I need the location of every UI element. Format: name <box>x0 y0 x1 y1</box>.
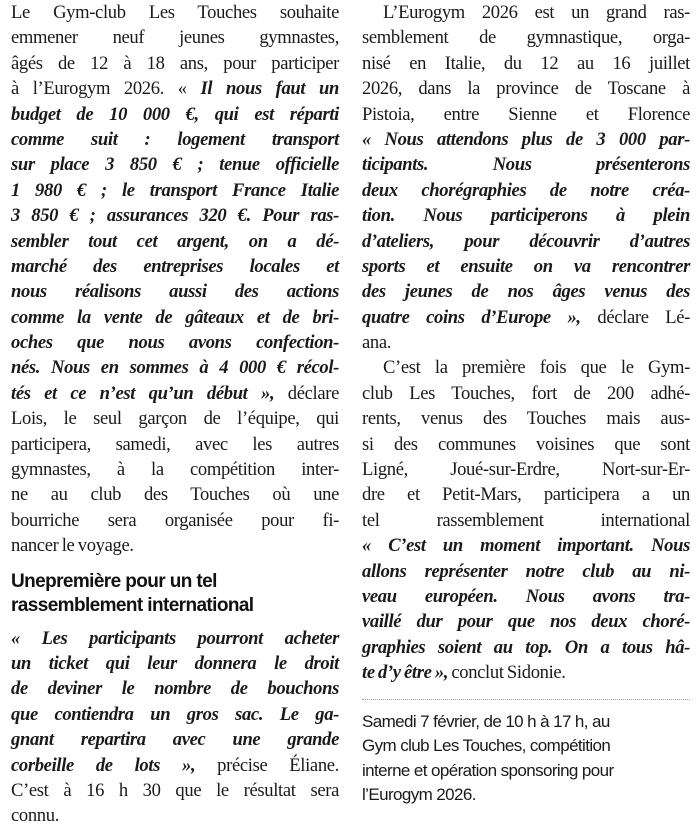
body-text: connu. <box>11 805 59 827</box>
body-text: gymnastes, à la compétition inter- <box>11 459 339 481</box>
text-line <box>11 508 339 533</box>
quote-text: « C’est un moment important. Nous <box>362 535 690 557</box>
quote-text: de deviner le nombre de bouchons <box>11 678 339 700</box>
body-text: 2026, dans la province de Toscane à <box>362 78 690 100</box>
body-text: C’est à 16 h 30 que le résultat sera <box>11 779 339 801</box>
body-text: Ligné, Joué-sur-Erdre, Nort-sur-Er- <box>362 459 690 481</box>
text-line <box>11 533 339 558</box>
text-line <box>362 508 690 533</box>
body-text: si des communes voisines que sont <box>362 433 690 455</box>
quote-text: 3 850 € ; assurances 320 €. Pour ras- <box>11 205 339 227</box>
body-text: à l’Eurogym 2026. « <box>11 78 201 100</box>
text-line <box>11 254 339 279</box>
body-text: précise Éliane. <box>217 754 339 776</box>
quote-text: « Nous attendons plus de 3 000 par- <box>362 128 690 150</box>
text-line <box>362 51 690 76</box>
quote-text: deux chorégraphies de notre créa- <box>362 179 690 201</box>
body-text: Pistoia, entre Sienne et Florence <box>362 103 690 125</box>
body-text: âgés de 12 à 18 ans, pour participer <box>11 52 339 74</box>
quote-text: que contiendra un gros sac. Le ga- <box>11 703 339 725</box>
article-right-column <box>362 0 690 808</box>
text-line <box>11 152 339 177</box>
text-line <box>362 25 690 50</box>
quote-text: tion. Nous participerons à plein <box>362 205 690 227</box>
quote-text: ticipants. Nous présenterons <box>362 154 690 176</box>
event-info-box <box>362 710 690 808</box>
text-line <box>362 381 690 406</box>
text-line <box>11 406 339 431</box>
text-line <box>11 178 339 203</box>
body-text: bourriche sera organisée pour fi- <box>11 509 339 531</box>
body-text: C’est la première fois que le Gym- <box>383 357 690 379</box>
event-info-line: Gym club Les Touches, compétition <box>362 736 611 756</box>
quote-text: marché des entreprises locales et <box>11 255 339 277</box>
text-line <box>11 305 339 330</box>
body-text: nisé en Italie, du 12 au 16 juillet <box>362 52 690 74</box>
text-line <box>11 432 339 457</box>
text-line <box>11 25 339 50</box>
text-line <box>11 676 339 701</box>
quote-text: te d’y être », <box>362 662 452 684</box>
quote-text: tés et ce n’est qu’un début », <box>11 382 288 404</box>
text-line <box>11 355 339 380</box>
text-line <box>11 0 339 25</box>
event-info-line: l’Eurogym 2026. <box>362 785 476 805</box>
text-line <box>362 178 690 203</box>
text-line <box>11 279 339 304</box>
text-line <box>362 559 690 584</box>
article-paragraph-bourriche <box>11 626 339 829</box>
subheading-line: rassemblement international <box>11 594 254 616</box>
quote-text: 1 980 € ; le transport France Italie <box>11 179 339 201</box>
body-text: nancer le voyage. <box>11 535 134 557</box>
quote-text: quatre coins d’Europe », <box>362 306 598 328</box>
dotted-separator <box>362 699 690 700</box>
text-line <box>362 482 690 507</box>
quote-text: d’ateliers, pour découvrir d’autres <box>362 230 690 252</box>
text-line <box>362 609 690 634</box>
quote-text: sembler tout cet argent, on a dé- <box>11 230 339 252</box>
body-text: ana. <box>362 332 392 354</box>
quote-text: allons représenter notre club au ni- <box>362 560 690 582</box>
text-line <box>11 778 339 803</box>
quote-text: nés. Nous en sommes à 4 000 € récol- <box>11 357 339 379</box>
body-text: ne au club des Touches où une <box>11 484 339 506</box>
text-line <box>362 152 690 177</box>
body-text: L’Eurogym 2026 est un grand ras- <box>383 2 690 23</box>
text-line <box>362 305 690 330</box>
text-line <box>11 482 339 507</box>
text-line <box>362 254 690 279</box>
text-line <box>11 753 339 778</box>
text-line <box>362 0 690 25</box>
text-line <box>11 702 339 727</box>
text-line <box>11 203 339 228</box>
body-text: déclare <box>287 382 339 404</box>
text-line <box>362 635 690 660</box>
text-line <box>11 76 339 101</box>
text-line <box>362 330 690 355</box>
text-line <box>362 432 690 457</box>
article-paragraph-club <box>362 355 690 685</box>
text-line <box>362 203 690 228</box>
text-line <box>362 127 690 152</box>
text-line <box>11 803 339 828</box>
article-paragraph-eurogym <box>362 0 690 355</box>
text-line <box>362 533 690 558</box>
body-text: club Les Touches, fort de 200 adhé- <box>362 382 690 404</box>
text-line <box>362 279 690 304</box>
text-line <box>362 584 690 609</box>
subheading-line: Unepremière pour un tel <box>11 570 217 592</box>
body-text: conclut Sidonie. <box>451 662 566 684</box>
text-line <box>362 76 690 101</box>
body-text: tel rassemblement international <box>362 509 690 531</box>
text-line <box>362 355 690 380</box>
quote-text: des jeunes de nos âges venus des <box>362 281 690 303</box>
body-text: participera, samedi, avec les autres <box>11 433 339 455</box>
text-line <box>11 651 339 676</box>
text-line <box>11 330 339 355</box>
quote-text: comme la vente de gâteaux et de bri- <box>11 306 339 328</box>
text-line <box>362 102 690 127</box>
text-line <box>11 727 339 752</box>
quote-text: un ticket qui leur donnera le droit <box>11 652 339 674</box>
text-line <box>11 127 339 152</box>
event-info-line: Samedi 7 février, de 10 h à 17 h, au <box>362 711 610 731</box>
body-text: déclare Lé- <box>597 306 690 328</box>
quote-text: graphies soient au top. On a tous hâ- <box>362 636 690 658</box>
article-subheading <box>11 570 339 618</box>
quote-text: oches que nous avons confection- <box>11 332 339 354</box>
body-text: dre et Petit-Mars, participera a un <box>362 484 690 506</box>
text-line <box>11 229 339 254</box>
quote-text: veau européen. Nous avons tra- <box>362 585 690 607</box>
event-info-line: interne et opération sponsoring pour <box>362 760 614 780</box>
text-line <box>11 102 339 127</box>
body-text: emmener neuf jeunes gymnastes, <box>11 27 339 49</box>
quote-text: corbeille de lots », <box>11 754 218 776</box>
text-line <box>362 457 690 482</box>
quote-text: gnant repartira avec une grande <box>11 729 339 751</box>
quote-text: vaillé dur pour que nos deux choré- <box>362 611 690 633</box>
text-line <box>362 406 690 431</box>
article-paragraph-intro <box>11 0 339 559</box>
text-line <box>11 457 339 482</box>
body-text: Le Gym-club Les Touches souhaite <box>11 2 339 23</box>
quote-text: Il nous faut un <box>200 78 339 100</box>
text-line <box>362 660 690 685</box>
body-text: rents, venus des Touches mais aus- <box>362 408 690 430</box>
body-text: semblement de gymnastique, orga- <box>362 27 690 49</box>
text-line <box>11 51 339 76</box>
body-text: Lois, le seul garçon de l’équipe, qui <box>11 408 339 430</box>
article-left-column <box>11 0 339 829</box>
quote-text: sur place 3 850 € ; tenue officielle <box>11 154 339 176</box>
quote-text: « Les participants pourront acheter <box>11 627 339 649</box>
text-line <box>11 381 339 406</box>
text-line <box>11 626 339 651</box>
text-line <box>362 229 690 254</box>
quote-text: nous réalisons aussi des actions <box>11 281 339 303</box>
quote-text: sports et ensuite on va rencontrer <box>362 255 690 277</box>
quote-text: budget de 10 000 €, qui est réparti <box>11 103 339 125</box>
quote-text: comme suit : logement transport <box>11 128 339 150</box>
